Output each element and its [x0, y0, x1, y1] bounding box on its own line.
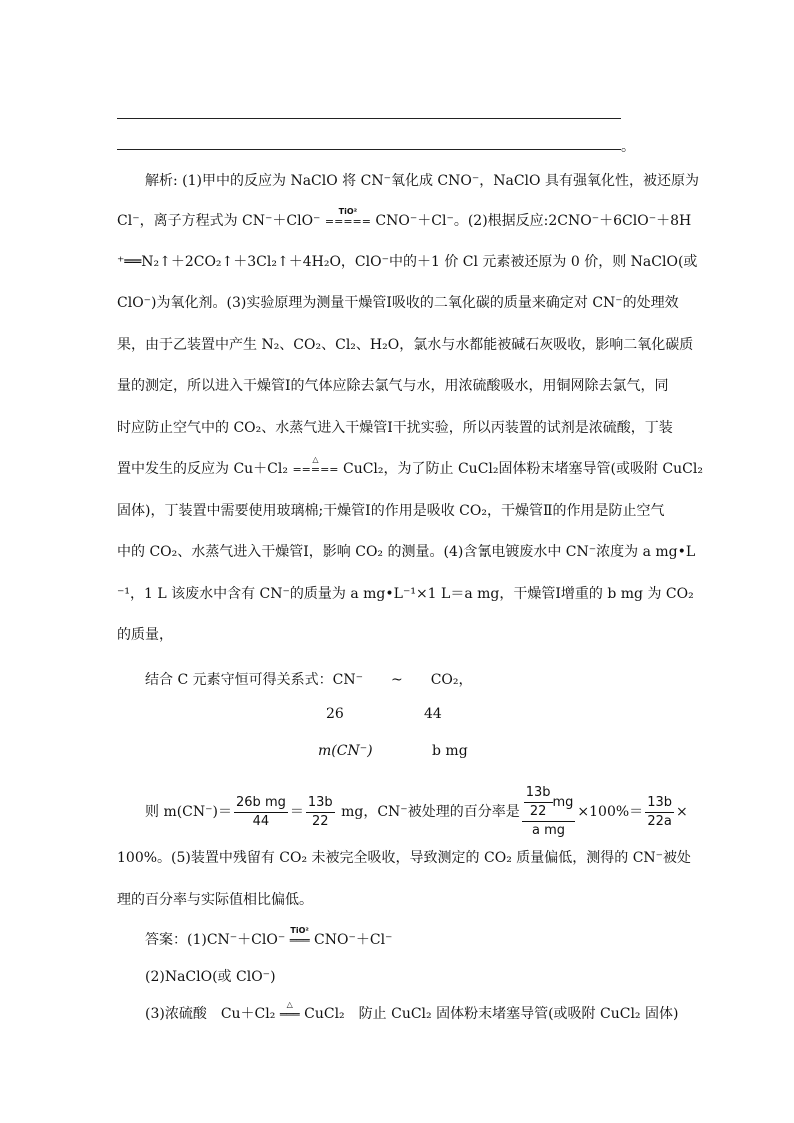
- calculation-line: 则 m(CN⁻)＝ $\frac{\text{26b mg}}{44}$ ＝ $\frac{13b}{22}$ mg，CN⁻被处理的百分率是 $\frac{13b}{22}$ mg a mg ×100%＝ $\frac{13b}{22a}$ ×: [145, 785, 688, 838]
- analysis-line-11: ⁻¹，1 L 该废水中含有 CN⁻的质量为 a mg•L⁻¹×1 L＝a mg，干燥管Ⅰ增重的 b mg 为 CO₂: [117, 586, 694, 602]
- analysis-line-4: ClO⁻)为氧化剂。(3)实验原理为测量干燥管Ⅰ吸收的二氧化碳的质量来确定对 CN⁻的处理效: [117, 295, 679, 311]
- answer-condition-heat: △ ═══: [279, 1000, 300, 1021]
- relation-r2-c2: b mg: [432, 743, 468, 759]
- answer-line-1: 答案：(1)CN⁻＋ClO⁻ TiO² ═══ CNO⁻＋Cl⁻: [145, 930, 705, 951]
- nested-fraction: $\frac{13b}{22}$: [525, 785, 551, 819]
- fraction-13b-22: $\frac{13b}{22}$: [307, 794, 333, 829]
- answer-line-3: (3)浓硫酸 Cu＋Cl₂ △ ═══ CuCl₂ 防止 CuCl₂ 固体粉末堵塞导管(或吸附 CuCl₂ 固体): [145, 1004, 705, 1025]
- analysis-line-10: 中的 CO₂、水蒸气进入干燥管Ⅰ，影响 CO₂ 的测量。(4)含氰电镀废水中 CN⁻浓度为 a mg•L: [117, 544, 696, 560]
- blank-end-mark: 。: [621, 139, 635, 155]
- relation-r2-c1: m(CN⁻): [318, 743, 373, 759]
- analysis-line-6: 量的测定，所以进入干燥管Ⅰ的气体应除去氯气与水，用浓硫酸吸水，用铜网除去氯气，同: [117, 378, 669, 394]
- analysis-line-16: 理的百分率与实际值相比偏低。: [117, 892, 313, 908]
- analysis-line-3: ⁺══N₂↑＋2CO₂↑＋3Cl₂↑＋4H₂O，ClO⁻中的＋1 价 Cl 元素被还原为 0 价，则 NaClO(或: [117, 254, 698, 270]
- fraction-13b-22a: $\frac{13b}{22a}$: [647, 794, 672, 829]
- answer-condition-catalyst: TiO² ═══: [289, 926, 310, 947]
- fraction-mass-cn: $\frac{\text{26b mg}}{44}$: [236, 794, 286, 829]
- reaction-condition-heat: △ =====: [292, 455, 339, 476]
- relation-r1-c2: 44: [424, 706, 442, 722]
- analysis-line-7: 时应防止空气中的 CO₂、水蒸气进入干燥管Ⅰ干扰实验，所以丙装置的试剂是浓硫酸，丁装: [117, 420, 673, 436]
- fraction-percentage: $\frac{13b}{22}$ mg a mg: [522, 784, 576, 840]
- analysis-line-15: 100%。(5)装置中残留有 CO₂ 未被完全吸收，导致测定的 CO₂ 质量偏低，测得的 CN⁻被处: [117, 850, 692, 866]
- reaction-condition-catalyst: TiO² =====: [324, 207, 371, 228]
- answer-blank-line-2: [117, 149, 621, 150]
- analysis-line-2: Cl⁻，离子方程式为 CN⁻＋ClO⁻ TiO² ===== CNO⁻＋Cl⁻。(2)根据反应:2CNO⁻＋6ClO⁻＋8H: [117, 211, 677, 232]
- analysis-line-8: 置中发生的反应为 Cu＋Cl₂ △ ===== CuCl₂，为了防止 CuCl₂固体粉末堵塞导管(或吸附 CuCl₂: [117, 459, 677, 480]
- analysis-line-1: 解析: (1)甲中的反应为 NaClO 将 CN⁻氧化成 CNO⁻，NaClO 具有强氧化性，被还原为: [145, 173, 699, 189]
- answer-line-2: (2)NaClO(或 ClO⁻): [145, 969, 276, 985]
- answer-blank-line-1: [117, 118, 621, 119]
- analysis-line-9: 固体)，丁装置中需要使用玻璃棉;干燥管Ⅰ的作用是吸收 CO₂，干燥管Ⅱ的作用是防止空气: [117, 503, 665, 519]
- analysis-line-5: 果，由于乙装置中产生 N₂、CO₂、Cl₂、H₂O，氯水与水都能被碱石灰吸收，影响二氧化碳质: [117, 337, 694, 353]
- relation-r1-c1: 26: [326, 706, 344, 722]
- analysis-line-12: 的质量，: [117, 627, 173, 643]
- relation-line: 结合 C 元素守恒可得关系式：CN⁻ ~ CO₂，: [145, 672, 473, 688]
